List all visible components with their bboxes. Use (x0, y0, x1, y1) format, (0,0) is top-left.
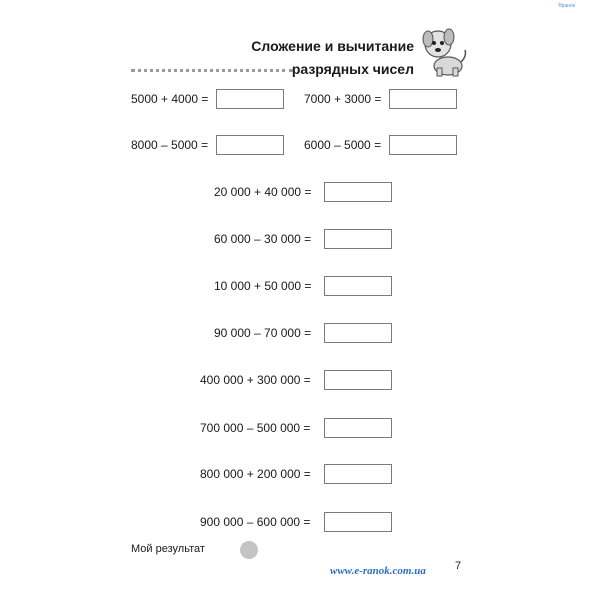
answer-box[interactable] (324, 323, 392, 343)
title-dotted-underline (131, 69, 293, 72)
page-title-line2: разрядных чисел (291, 61, 414, 77)
equation-text: 90 000 – 70 000 = (214, 326, 312, 340)
website-link[interactable]: www.e-ranok.com.ua (330, 565, 426, 577)
answer-box[interactable] (324, 182, 392, 202)
equation-text: 700 000 – 500 000 = (200, 421, 311, 435)
equation-text: 60 000 – 30 000 = (214, 232, 312, 246)
result-label: Мой результат (131, 543, 205, 555)
equation-text: 7000 + 3000 = (304, 92, 382, 106)
answer-box[interactable] (216, 135, 284, 155)
equation-text: 10 000 + 50 000 = (214, 279, 312, 293)
answer-box[interactable] (389, 89, 457, 109)
toy-dog-icon (420, 22, 470, 78)
page-title-line1: Сложение и вычитание (251, 38, 414, 54)
answer-box[interactable] (324, 512, 392, 532)
equation-text: 5000 + 4000 = (131, 92, 209, 106)
answer-box[interactable] (324, 276, 392, 296)
equation-text: 900 000 – 600 000 = (200, 515, 311, 529)
page-number: 7 (455, 560, 462, 572)
answer-box[interactable] (324, 418, 392, 438)
answer-box[interactable] (324, 229, 392, 249)
result-circle[interactable] (240, 541, 258, 559)
answer-box[interactable] (324, 464, 392, 484)
equation-text: 20 000 + 40 000 = (214, 185, 312, 199)
answer-box[interactable] (389, 135, 457, 155)
equation-text: 400 000 + 300 000 = (200, 373, 311, 387)
equation-text: 6000 – 5000 = (304, 138, 382, 152)
equation-text: 800 000 + 200 000 = (200, 467, 311, 481)
publisher-logo: ®ранок (558, 3, 575, 9)
answer-box[interactable] (324, 370, 392, 390)
answer-box[interactable] (216, 89, 284, 109)
equation-text: 8000 – 5000 = (131, 138, 209, 152)
